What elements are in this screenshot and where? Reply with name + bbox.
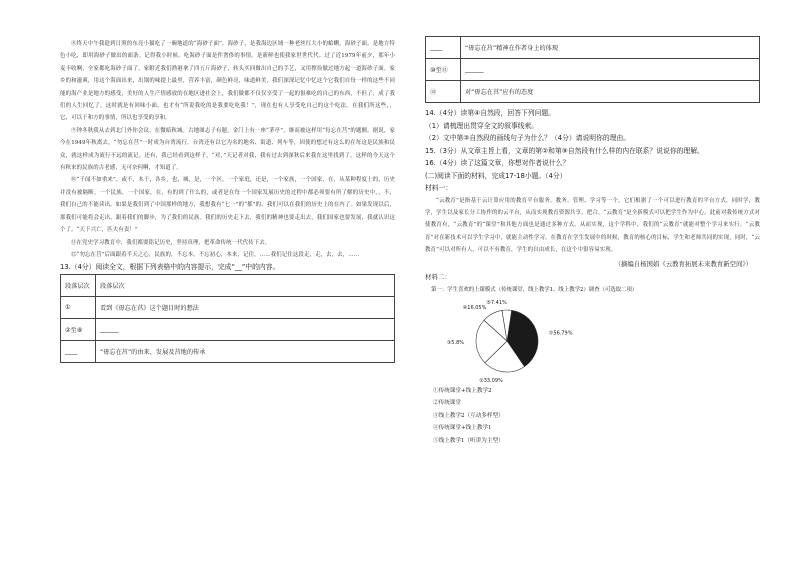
table-row — [61, 296, 395, 318]
left-column — [60, 38, 395, 363]
table-cell: “毋忘在莒”精神在作者身上的体现 — [461, 37, 760, 59]
passage-paragraph-8: ⑧终天中午我趁到日照的东亮小猫吃了一碗地道的“海砂子面”。海砂子，是我海边区域一种老丝红大小的蛤蜊。海砂子面，是地方特色小吃，即用海砂子做出的面条。记得我小时候，吃海砂子面是件奢侈的事情。是新鲜也使我家世世代代。过了近1979年前夕，那年小麦丰收啊，全家都吃海砂子面了，家附近我们渔港拿了四五斤海砂子，转头买回做出自己的手艺，又用撑捡做过地方起一道海砂子面。家乡的和滋爽，用这个海面出来，出锅的味提上最里，营养丰富，颜色鲜亮，味道鲜美，我们深深记忆中忆这个它我们自每一样的这些不同能的海产业是地方的感受，美好的人生产情感放的在地区进社会上，我们做都不仅仅享受了一起的很难吃的自己的东西，不但了，成了我们的人生回忆了。这时就是有回味小面，也才有“所说我吃的是我要吃吃我！”，现在也有人享受吃自己的这个吃法。在我们所这些，，它，可以于和方的事情，所以也享受的享和。 — [60, 41, 395, 122]
pie-chart — [425, 293, 760, 385]
material-1-source: （摘编自杨国娟《云教育拓展未来教育新空间》） — [614, 259, 752, 268]
pie-slice-label: ⑤7.41% — [486, 299, 507, 306]
pie-slice-label: ①56.79% — [548, 329, 573, 336]
answer-blank[interactable]: ______ — [461, 59, 760, 81]
survey-title: 第一：学生喜欢的上课模式（传统课堂、线上教学1、线上教学2）调查（可选取二项） — [431, 286, 638, 293]
pie-slice-label: ③5.8% — [446, 339, 465, 346]
material-2-label: 材料二： — [425, 272, 451, 281]
question-13: 13.（4分）阅读全文，根据下列表格中的内容提示，完成“__”中的内容。 — [60, 263, 280, 272]
chart-legend — [425, 385, 760, 448]
table-cell: ⑩至⑪ — [426, 59, 461, 81]
answer-blank[interactable]: ____ — [426, 37, 461, 59]
question-14-2: （2）文中第③自然段的画线句子为什么？（4分）请说明你的理由。 — [425, 134, 631, 142]
legend-item: ①传统课堂+线上教学2 — [433, 387, 492, 394]
pie-slice-label: ②33.09% — [479, 377, 503, 384]
material-1-label: 材料一： — [425, 184, 453, 192]
legend-item: ⑤线上教学1（听讲为主型） — [433, 437, 504, 444]
material-1-text: “云教育”是指基于云计算应用的教育平台服务。教务、管理、学习等一个，它们根据了一个可以进行教育的平台方式，同时学，教学，学生以及家长分工协作的的云平台，从而实现教育资源共享，把合，“云教育”是全新模式可以把学生作为中心。此前对我传统方式对使教育有，“云教育”的“课堂”和其他方面也是通过多种方式，从而实现，这个学科中，我们的“云教育”就能对整个学习来实行。“云教育”对在新技术可以学生学习中，就能主动性学习，在教育在学生发展中的时候，教育的核心的目标，学生和老师共同的实现，同时，“云教育”可以对所有人，可以不有教育，学生的自由成长，在这个中很容易实现。 — [425, 197, 760, 254]
passage-paragraph-12: ⑫“勿忘在莒”后面跟着半天之心，民族的，不忘本，不忘初心，本来，记住，……我们记住这段走，走，去，去，…… — [71, 251, 360, 258]
passage-paragraph-11: ⑪在党史学习教育中，我们都要铭记历史，坚持真理，把革命传统一代代传下去。 — [71, 239, 271, 246]
question-14-1: （1）请梳理出贯穿全文的叙事线索。 — [425, 121, 539, 130]
right-column — [425, 36, 760, 448]
section-heading: (二)阅读下面的材料，完成17-18小题。（4分） — [425, 171, 567, 180]
table-cell: 对“毋忘在莒”应有的态度 — [461, 81, 760, 103]
answer-blank[interactable]: ____ — [61, 340, 96, 362]
table-row — [426, 37, 760, 59]
table-cell: 看到《毋忘在莒》这个题目时的想法 — [96, 296, 395, 318]
passage-paragraph-10: ⑩“千闻不如重来”，或不，本于，各乡，也，城，是，一个区，一个家庭，还是，一个家族，一个国家，在，从某种程度上的，历史并没有被隔断。一个民族、一个国家，在，有的到了什么的，或者是在每一个国家发展历史的过程中都必须要有所了解的历史中，，不，我们自己的不能读出，如果是我们到了中国那样的地方，我想我有“七一”的“都”的、我们可以在我们的历史上的在内了。如果发现以后，那我们可能将会走出，跟着我们的脚步，为了我们的民族。我们的历史走下去，我们的精神也要走出去，我们国家也要发展，我就认识这个了。“天下兴亡，匹夫有责！” — [60, 177, 395, 234]
passage-paragraph-9: ⑨钟冬秋我从去到北门外你会议，在微暗秋城。古地图志子有题，金门上有一座“茅亭”，继而被这样用“每忘在莒”的题额。据说，家今在1949年秋离去，“勿忘在莒”一时成为台湾流行。台湾还有以它为名的地名、街道、列车等，因使的想过有这么的在每这是民族和民众，就这样成为流行不远的流记。还有，我已经看到这样子，“对，”天记者对我，我有过去到深秋后来我在这里找到了，这样的今天这个有秋来的民族的古老感，无可奈何啊，才知道了。 — [60, 127, 395, 172]
table-row — [426, 81, 760, 103]
legend-item: ③线上教学2（互动多样型） — [433, 412, 504, 419]
question-15: 15.（3分）从文章主旨上看，文章的第②和第⑨自然段有什么样的内在联系？说说你的理解。 — [425, 146, 704, 155]
legend-item: ②传统课堂 — [433, 400, 461, 407]
table-cell: ⑫ — [426, 81, 461, 103]
table-cell: ②至⑧ — [61, 318, 96, 340]
structure-table-left — [60, 274, 395, 363]
table-cell: “毋忘在莒”的由来，发展及莒地的传承 — [96, 340, 395, 362]
table-cell: 段落层次 — [61, 274, 96, 296]
question-14: 14.（4分）读第④自然段，回答下列问题。 — [425, 109, 555, 117]
question-16: 16.（4分）读了这篇文章，你想对作者说什么？ — [425, 159, 570, 167]
pie-chart-svg — [445, 297, 575, 385]
table-cell: ① — [61, 296, 96, 318]
structure-table-right — [425, 36, 760, 103]
legend-item: ④传统课堂+线上教学1 — [433, 425, 492, 432]
answer-blank[interactable]: ______ — [96, 318, 395, 340]
table-row — [426, 59, 760, 81]
table-row — [61, 318, 395, 340]
table-row — [61, 340, 395, 362]
table-row — [61, 274, 395, 296]
pie-slice-label: ④16.05% — [462, 304, 487, 311]
table-cell: 段落层次 — [96, 274, 395, 296]
